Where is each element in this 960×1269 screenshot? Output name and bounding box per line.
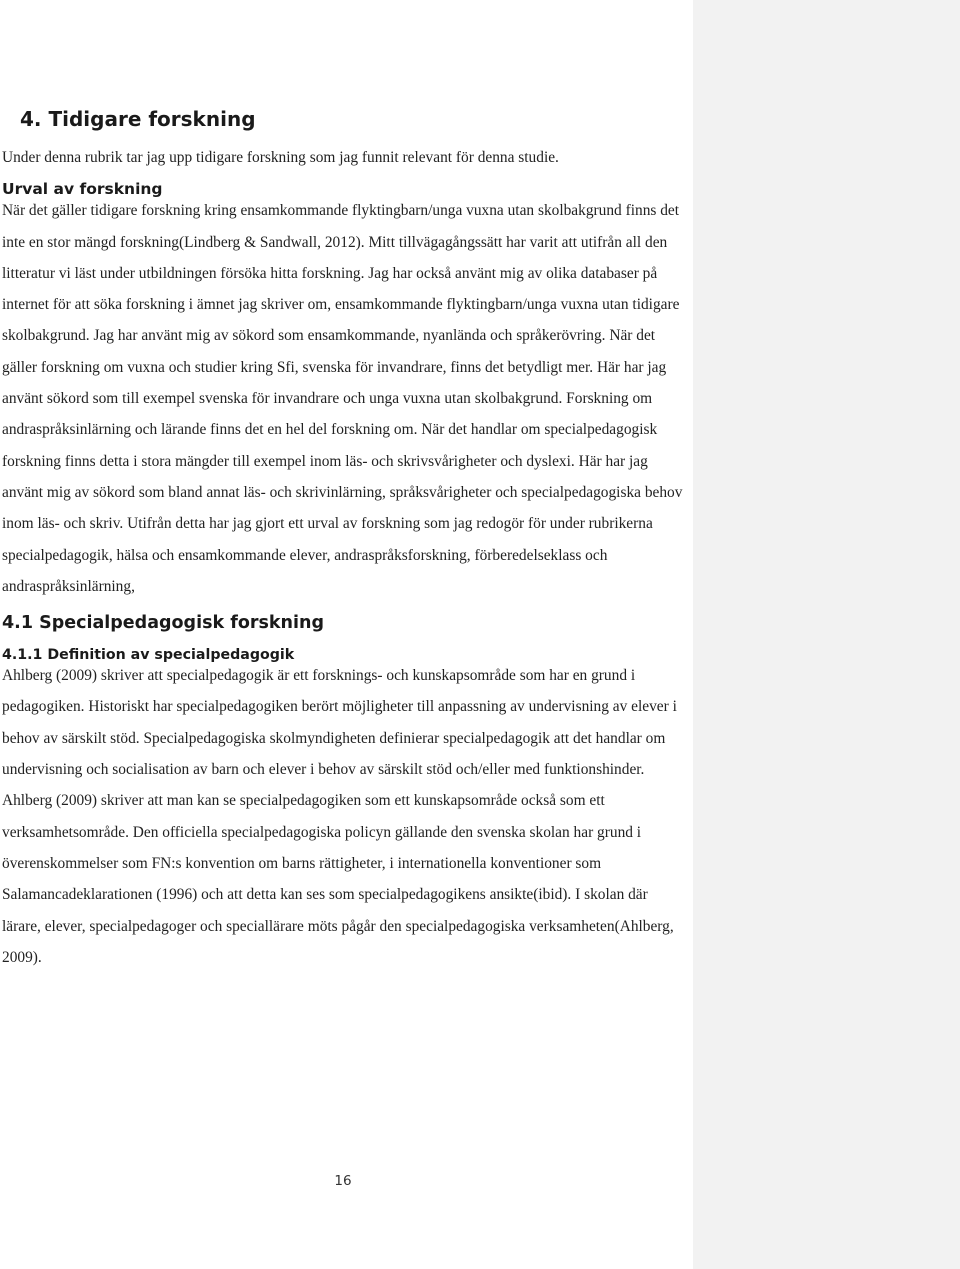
section-heading-4-1: 4.1 Specialpedagogisk forskning [2,613,324,634]
definition-paragraph: Ahlberg (2009) skriver att specialpedagogik är ett forsknings- och kunskapsområde som har en grund i pedagogiken. Historiskt har specialpedagogiken berört möjligheter till anpassning av undervisning av elever i behov av särskilt stöd. Specialpedagogiska skolmyndigheten definierar specialpedagogik att det handlar om undervisning och socialisation av barn och elever i behov av särskilt stöd och/eller med funktionshinder. Ahlberg (2009) skriver att man kan se specialpedagogiken som ett kunskapsområde också som ett verksamhetsområde. Den officiella specialpedagogiska policyn gällande den svenska skolan har grund i överenskommelser som FN:s konvention om barns rättigheter, i internationella konventioner som Salamancadeklarationen (1996) och att detta kan ses som specialpedagogikens ansikte(ibid). I skolan där lärare, elever, specialpedagoger och speciallärare möts pågår den specialpedagogiska verksamheten(Ahlberg, 2009). [2,667,677,966]
subheading-urval: Urval av forskning [2,180,163,199]
intro-paragraph: Under denna rubrik tar jag upp tidigare forskning som jag funnit relevant för denna studie. [2,149,559,166]
page-number: 16 [334,1173,352,1189]
section-heading-4-1-1: 4.1.1 Definition av specialpedagogik [2,647,295,664]
urval-paragraph: När det gäller tidigare forskning kring ensamkommande flyktingbarn/unga vuxna utan skolbakgrund finns det inte en stor mängd forskning(Lindberg & Sandwall, 2012). Mitt tillvägagångssätt har varit att utifrån all den litteratur vi läst under utbildningen försöka hitta forskning. Jag har också använt mig av olika databaser på internet för att söka forskning i ämnet jag skriver om, ensamkommande flyktingbarn/unga vuxna utan tidigare skolbakgrund. Jag har använt mig av sökord som ensamkommande, nyanlända och språkerövring. När det gäller forskning om vuxna och studier kring Sfi, svenska för invandrare, finns det betydligt mer. Här har jag använt sökord som till exempel svenska för invandrare och unga vuxna utan skolbakgrund. Forskning om andraspråksinlärning och lärande finns det en hel del forskning om. När det handlar om specialpedagogisk forskning finns detta i stora mängder till exempel inom läs- och skrivsvårigheter och dyslexi. Här har jag använt mig av sökord som bland annat läs- och skrivinlärning, språksvårigheter och specialpedagogiska behov inom läs- och skriv. Utifrån detta har jag gjort ett urval av forskning som jag redogör för under rubrikerna specialpedagogik, hälsa och ensamkommande elever, andraspråksforskning, förberedelseklass och andraspråksinlärning, [2,202,683,595]
document-body [0,100,686,973]
comment-margin-panel [693,0,960,1269]
section-heading-4: 4. Tidigare forskning [20,107,256,131]
